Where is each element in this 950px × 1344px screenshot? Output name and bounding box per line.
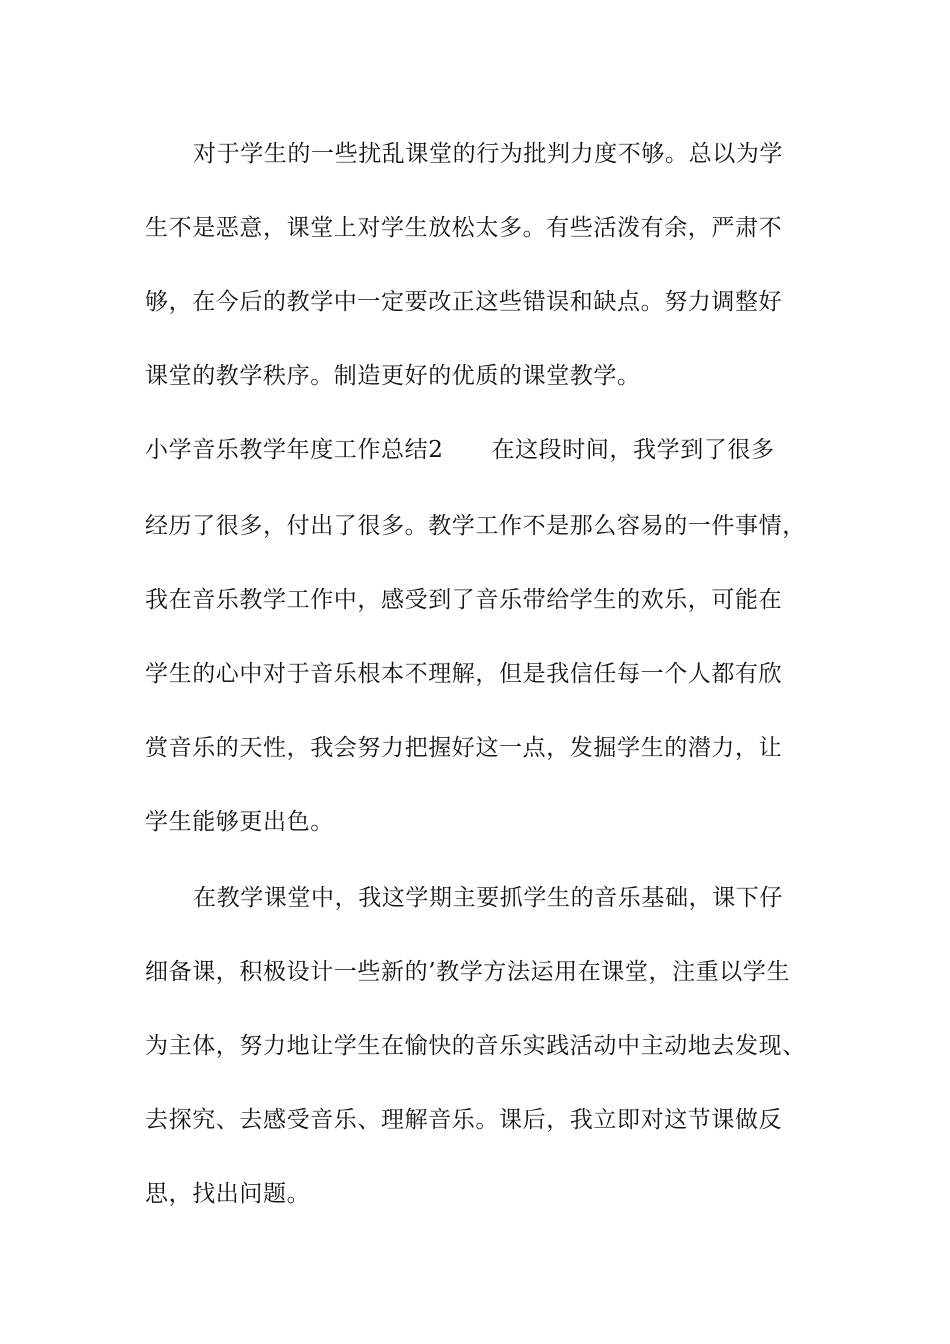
paragraph-line: 赏音乐的天性，我会努力把握好这一点，发掘学生的潜力，让	[145, 735, 783, 761]
paragraph-line: 够，在今后的教学中一定要改正这些错误和缺点。努力调整好	[145, 289, 783, 315]
section-heading-line	[145, 434, 845, 466]
paragraph-line: 我在音乐教学工作中，感受到了音乐带给学生的欢乐，可能在	[145, 587, 783, 613]
paragraph-line: 细备课，积极设计一些新的’教学方法运用在课堂，注重以学生	[145, 959, 791, 985]
paragraph-line: 去探究、去感受音乐、理解音乐。课后，我立即对这节课做反	[145, 1107, 783, 1133]
paragraph-line: 在教学课堂中，我这学期主要抓学生的音乐基础，课下仔	[193, 885, 783, 911]
paragraph-text: 在这段时间，我学到了很多	[491, 437, 775, 463]
paragraph-line: 对于学生的一些扰乱课堂的行为批判力度不够。总以为学	[193, 141, 783, 167]
section-title: 小学音乐教学年度工作总结2	[145, 437, 444, 463]
paragraph-line: 经历了很多，付出了很多。教学工作不是那么容易的一件事情，	[145, 513, 806, 539]
paragraph-line: 为主体，努力地让学生在愉快的音乐实践活动中主动地去发现、	[145, 1033, 806, 1059]
paragraph-line: 生不是恶意，课堂上对学生放松太多。有些活泼有余，严肃不	[145, 215, 783, 241]
paragraph-line: 思，找出问题。	[145, 1181, 311, 1207]
paragraph-line: 学生能够更出色。	[145, 809, 334, 835]
paragraph-line: 学生的心中对于音乐根本不理解，但是我信任每一个人都有欣	[145, 661, 783, 687]
paragraph-line: 课堂的教学秩序。制造更好的优质的课堂教学。	[145, 363, 641, 389]
